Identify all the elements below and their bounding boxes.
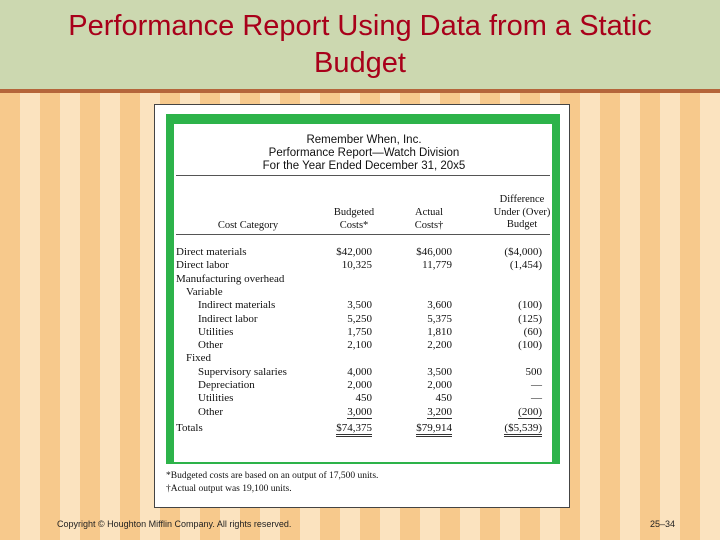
difference-total-value: ($5,539) bbox=[504, 422, 542, 437]
column-header-difference-line3: Budget bbox=[506, 219, 538, 230]
actual-value-underlined: 3,200 bbox=[427, 405, 452, 418]
row-label: Variable bbox=[186, 285, 223, 298]
column-header-difference-line2: Under (Over) bbox=[493, 206, 551, 218]
actual-value: 2,200 bbox=[427, 339, 452, 352]
column-header-budgeted bbox=[324, 207, 384, 232]
difference-value: (60) bbox=[523, 325, 542, 338]
report-footnotes bbox=[166, 470, 556, 495]
column-header-budgeted-line1: Budgeted bbox=[333, 207, 375, 218]
table-row bbox=[174, 273, 552, 286]
copyright-notice: Copyright © Houghton Mifflin Company. All rights reserved. bbox=[57, 519, 292, 529]
difference-value: (100) bbox=[518, 339, 542, 352]
budgeted-value: 450 bbox=[355, 392, 372, 405]
budgeted-value: 2,100 bbox=[347, 339, 372, 352]
difference-value: — bbox=[531, 379, 542, 391]
budgeted-value: 5,250 bbox=[347, 312, 372, 325]
row-label: Direct materials bbox=[176, 246, 247, 258]
actual-value: 1,810 bbox=[427, 325, 452, 338]
column-header-actual bbox=[404, 207, 454, 232]
actual-total-value: $79,914 bbox=[416, 422, 452, 437]
table-row bbox=[174, 406, 552, 419]
footnote-actual: †Actual output was 19,100 units. bbox=[166, 483, 292, 494]
row-label: Fixed bbox=[186, 352, 212, 365]
difference-value: (1,454) bbox=[509, 259, 542, 272]
difference-value: (100) bbox=[518, 299, 542, 312]
column-header-category: Cost Category bbox=[217, 220, 279, 231]
table-row bbox=[174, 259, 552, 272]
column-header-difference bbox=[482, 194, 562, 232]
row-label: Other bbox=[198, 405, 224, 418]
row-label: Utilities bbox=[198, 392, 234, 405]
difference-value: — bbox=[531, 392, 542, 405]
page-number: 25–34 bbox=[649, 519, 675, 529]
report-company: Remember When, Inc. bbox=[306, 134, 422, 146]
row-label: Totals bbox=[176, 422, 203, 434]
actual-value bbox=[388, 406, 452, 419]
table-row bbox=[174, 326, 552, 339]
budgeted-value: 2,000 bbox=[347, 379, 372, 391]
header-top-rule bbox=[176, 175, 550, 176]
budgeted-value: 4,000 bbox=[347, 365, 372, 378]
actual-value: $46,000 bbox=[416, 246, 452, 258]
table-row bbox=[174, 392, 552, 405]
budgeted-value bbox=[312, 406, 372, 419]
column-header-difference-line1: Difference bbox=[499, 194, 545, 205]
budgeted-value: 3,500 bbox=[347, 299, 372, 312]
budgeted-total bbox=[312, 422, 372, 435]
column-header-budgeted-line2: Costs* bbox=[339, 219, 369, 231]
actual-value: 3,600 bbox=[427, 299, 452, 312]
row-label: Direct labor bbox=[176, 259, 229, 272]
actual-value: 11,779 bbox=[422, 259, 452, 272]
row-label: Supervisory salaries bbox=[198, 365, 287, 378]
column-header-actual-line2: Costs† bbox=[414, 219, 444, 231]
row-label: Indirect labor bbox=[198, 312, 258, 325]
actual-total bbox=[388, 422, 452, 435]
table-row bbox=[174, 366, 552, 379]
table-row bbox=[174, 313, 552, 326]
table-row bbox=[174, 246, 552, 259]
table-row bbox=[174, 299, 552, 312]
difference-value bbox=[474, 406, 542, 419]
column-header-actual-line1: Actual bbox=[415, 207, 443, 218]
header-bottom-rule bbox=[176, 234, 550, 235]
table-row-totals bbox=[174, 422, 552, 435]
difference-value: ($4,000) bbox=[504, 246, 542, 258]
footnote-budgeted: *Budgeted costs are based on an output of 17,500 units. bbox=[166, 471, 379, 481]
row-label: Manufacturing overhead bbox=[176, 272, 285, 285]
difference-value-underlined: (200) bbox=[518, 405, 542, 418]
report-period: For the Year Ended December 31, 20x5 bbox=[262, 160, 466, 172]
budgeted-value-underlined: 3,000 bbox=[347, 405, 372, 418]
table-row bbox=[174, 379, 552, 392]
actual-value: 450 bbox=[435, 392, 452, 405]
performance-report bbox=[174, 124, 552, 462]
slide-title-line1: Performance Report Using Data from a Static bbox=[68, 10, 652, 42]
table-row bbox=[174, 352, 552, 365]
actual-value: 3,500 bbox=[427, 365, 452, 378]
slide-title-line2: Budget bbox=[314, 47, 406, 79]
actual-value: 5,375 bbox=[427, 312, 452, 325]
budgeted-total-value: $74,375 bbox=[336, 422, 372, 437]
row-label: Indirect materials bbox=[198, 299, 276, 312]
row-label: Other bbox=[198, 339, 224, 352]
difference-value: 500 bbox=[525, 365, 542, 378]
budgeted-value: $42,000 bbox=[336, 246, 372, 258]
budgeted-value: 1,750 bbox=[347, 325, 372, 338]
budgeted-value: 10,325 bbox=[341, 259, 372, 272]
report-title: Performance Report—Watch Division bbox=[268, 147, 460, 159]
difference-total bbox=[474, 422, 542, 435]
row-label: Depreciation bbox=[198, 379, 255, 391]
difference-value: (125) bbox=[518, 312, 542, 325]
row-label: Utilities bbox=[198, 325, 234, 338]
table-row bbox=[174, 286, 552, 299]
actual-value: 2,000 bbox=[427, 379, 452, 391]
slide-title bbox=[10, 8, 710, 82]
table-row bbox=[174, 339, 552, 352]
title-divider bbox=[0, 89, 720, 93]
